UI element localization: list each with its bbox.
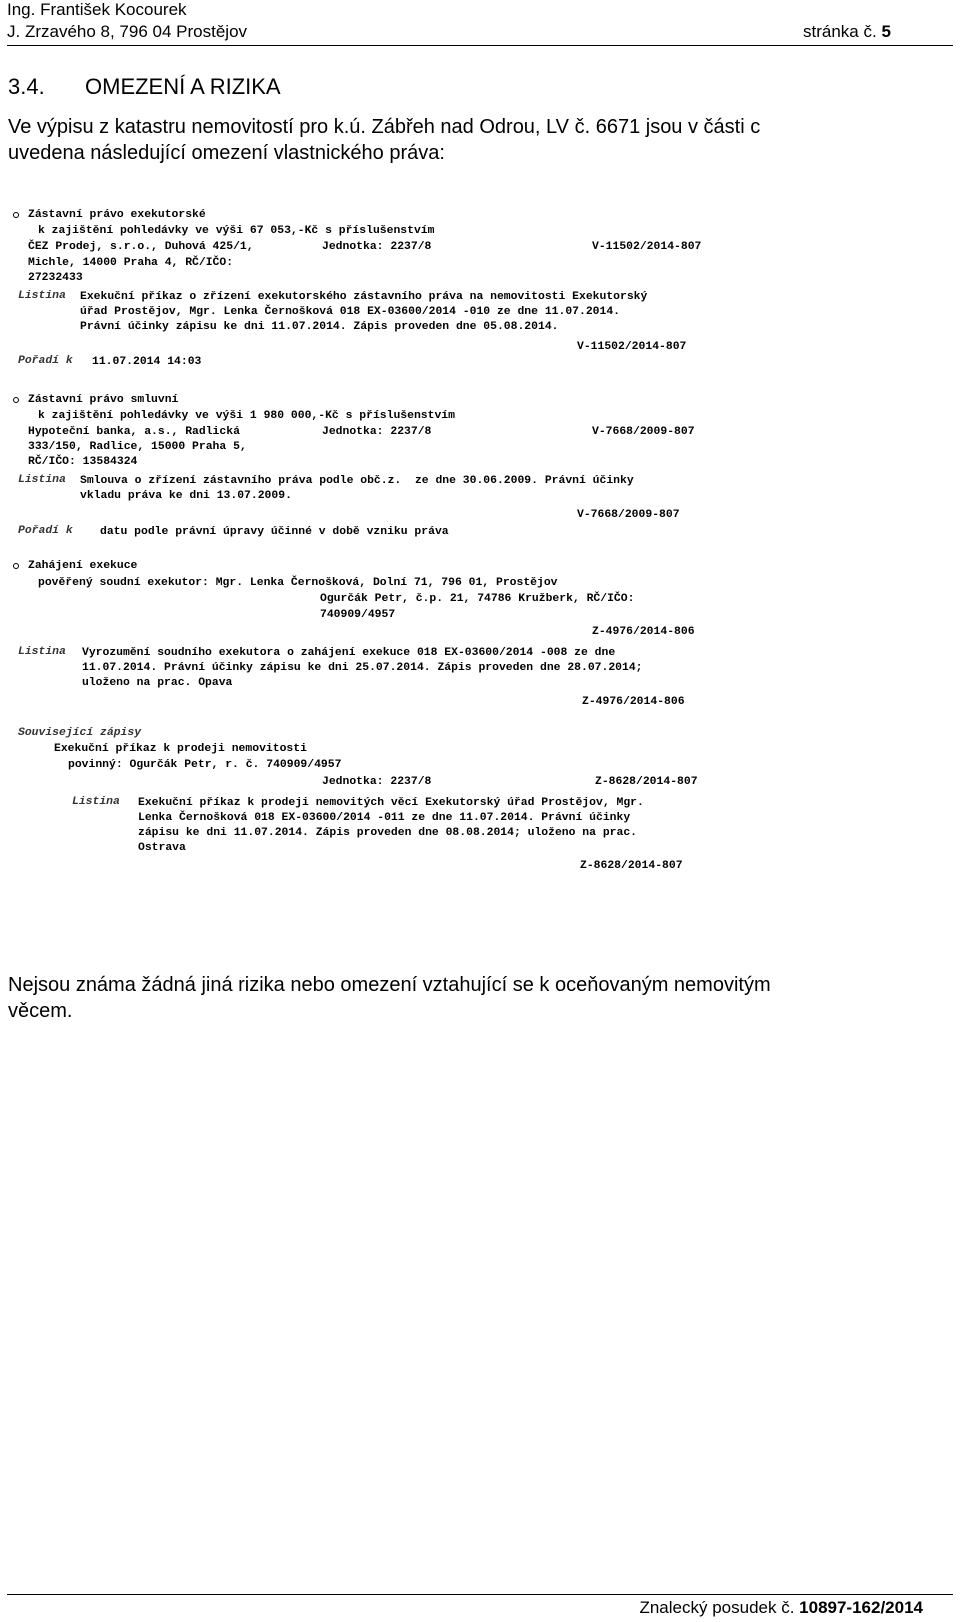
entry3-line3: 740909/4957 <box>320 609 396 621</box>
entry1-poradi: 11.07.2014 14:03 <box>92 356 202 368</box>
entry3-listina-line2: 11.07.2014. Právní účinky zápisu ke dni 25.07.2014. Zápis proveden dne 28.07.2014; <box>82 662 643 674</box>
conclusion-line1: Nejsou známa žádná jiná rizika nebo omezení vztahující se k oceňovaným nemovitým <box>8 974 771 996</box>
entry2-listina-line1: Smlouva o zřízení zástavního práva podle obč.z. ze dne 30.06.2009. Právní účinky <box>80 475 634 487</box>
entry2-title: Zástavní právo smluvní <box>28 394 179 406</box>
header-rule <box>7 45 953 46</box>
section-title: OMEZENÍ A RIZIKA <box>85 74 281 99</box>
footer-number: 10897-162/2014 <box>799 1598 923 1617</box>
conclusion-line2: věcem. <box>8 1000 73 1022</box>
footer-rule <box>7 1594 953 1595</box>
entry1-listina-line3: Právní účinky zápisu ke dni 11.07.2014. Zápis proveden dne 05.08.2014. <box>80 321 559 333</box>
entry2-poradi-label: Pořadí k <box>18 525 73 537</box>
entry1-unit: Jednotka: 2237/8 <box>322 241 432 253</box>
entry2-line2: Hypoteční banka, a.s., Radlická <box>28 426 240 438</box>
related-ref2: Z-8628/2014-807 <box>580 860 683 872</box>
bullet-icon <box>13 212 19 218</box>
footer-label: Znalecký posudek č. <box>639 1598 795 1617</box>
entry1-ref2: V-11502/2014-807 <box>577 341 687 353</box>
entry3-line1: pověřený soudní exekutor: Mgr. Lenka Černošková, Dolní 71, 796 01, Prostějov <box>38 577 558 589</box>
related-listina-line1: Exekuční příkaz k prodeji nemovitých věcí Exekutorský úřad Prostějov, Mgr. <box>138 797 644 809</box>
entry2-ref: V-7668/2009-807 <box>592 426 695 438</box>
entry1-ref: V-11502/2014-807 <box>592 241 702 253</box>
related-listina-line4: Ostrava <box>138 842 186 854</box>
entry2-listina-line2: vkladu práva ke dni 13.07.2009. <box>80 490 292 502</box>
entry1-line3: Michle, 14000 Praha 4, RČ/IČO: <box>28 257 234 269</box>
entry1-listina-line2: úřad Prostějov, Mgr. Lenka Černošková 018 EX-03600/2014 -010 ze dne 11.07.2014. <box>80 306 621 318</box>
entry1-listina-line1: Exekuční příkaz o zřízení exekutorského zástavního práva na nemovitosti Exekutorský <box>80 291 648 303</box>
entry1-listina-label: Listina <box>18 290 66 302</box>
entry3-ref: Z-4976/2014-806 <box>592 626 695 638</box>
entry2-poradi: datu podle právní úpravy účinné v době vzniku práva <box>100 526 449 538</box>
header-page <box>803 22 891 42</box>
entry1-poradi-label: Pořadí k <box>18 355 73 367</box>
related-line1: Exekuční příkaz k prodeji nemovitosti <box>54 743 307 755</box>
footer-text <box>639 1598 923 1618</box>
header-address: J. Zrzavého 8, 796 04 Prostějov <box>7 22 248 41</box>
related-listina-line3: zápisu ke dni 11.07.2014. Zápis proveden dne 08.08.2014; uloženo na prac. <box>138 827 637 839</box>
entry1-line2: ČEZ Prodej, s.r.o., Duhová 425/1, <box>28 241 254 253</box>
related-ref: Z-8628/2014-807 <box>595 776 698 788</box>
entry2-line3: 333/150, Radlice, 15000 Praha 5, <box>28 441 247 453</box>
page-number: 5 <box>881 22 891 41</box>
entry3-listina-label: Listina <box>18 646 66 658</box>
related-line2: povinný: Ogurčák Petr, r. č. 740909/4957 <box>68 759 342 771</box>
entry1-line4: 27232433 <box>28 272 83 284</box>
related-listina-label: Listina <box>72 796 120 808</box>
entry3-listina-line3: uloženo na prac. Opava <box>82 677 233 689</box>
entry3-line2: Ogurčák Petr, č.p. 21, 74786 Kružberk, RČ/IČO: <box>320 593 635 605</box>
section-number: 3.4. <box>8 74 45 99</box>
related-unit: Jednotka: 2237/8 <box>322 776 432 788</box>
bullet-icon <box>13 563 19 569</box>
entry3-ref2: Z-4976/2014-806 <box>582 696 685 708</box>
intro-line2: uvedena následující omezení vlastnického práva: <box>8 142 445 164</box>
entry2-line4: RČ/IČO: 13584324 <box>28 456 138 468</box>
entry1-title: Zástavní právo exekutorské <box>28 209 206 221</box>
intro-line1: Ve výpisu z katastru nemovitostí pro k.ú. Zábřeh nad Odrou, LV č. 6671 jsou v části c <box>8 116 761 138</box>
entry2-listina-label: Listina <box>18 474 66 486</box>
page-label: stránka č. <box>803 22 877 41</box>
entry3-title: Zahájení exekuce <box>28 560 138 572</box>
header-author: Ing. František Kocourek <box>7 0 187 19</box>
entry3-listina-line1: Vyrozumění soudního exekutora o zahájení exekuce 018 EX-03600/2014 -008 ze dne <box>82 647 616 659</box>
related-label: Související zápisy <box>18 727 142 739</box>
entry2-line1: k zajištění pohledávky ve výši 1 980 000,-Kč s příslušenstvím <box>38 410 455 422</box>
related-listina-line2: Lenka Černošková 018 EX-03600/2014 -011 ze dne 11.07.2014. Právní účinky <box>138 812 631 824</box>
entry1-line1: k zajištění pohledávky ve výši 67 053,-Kč s příslušenstvím <box>38 225 435 237</box>
entry2-ref2: V-7668/2009-807 <box>577 509 680 521</box>
bullet-icon <box>13 397 19 403</box>
entry2-unit: Jednotka: 2237/8 <box>322 426 432 438</box>
